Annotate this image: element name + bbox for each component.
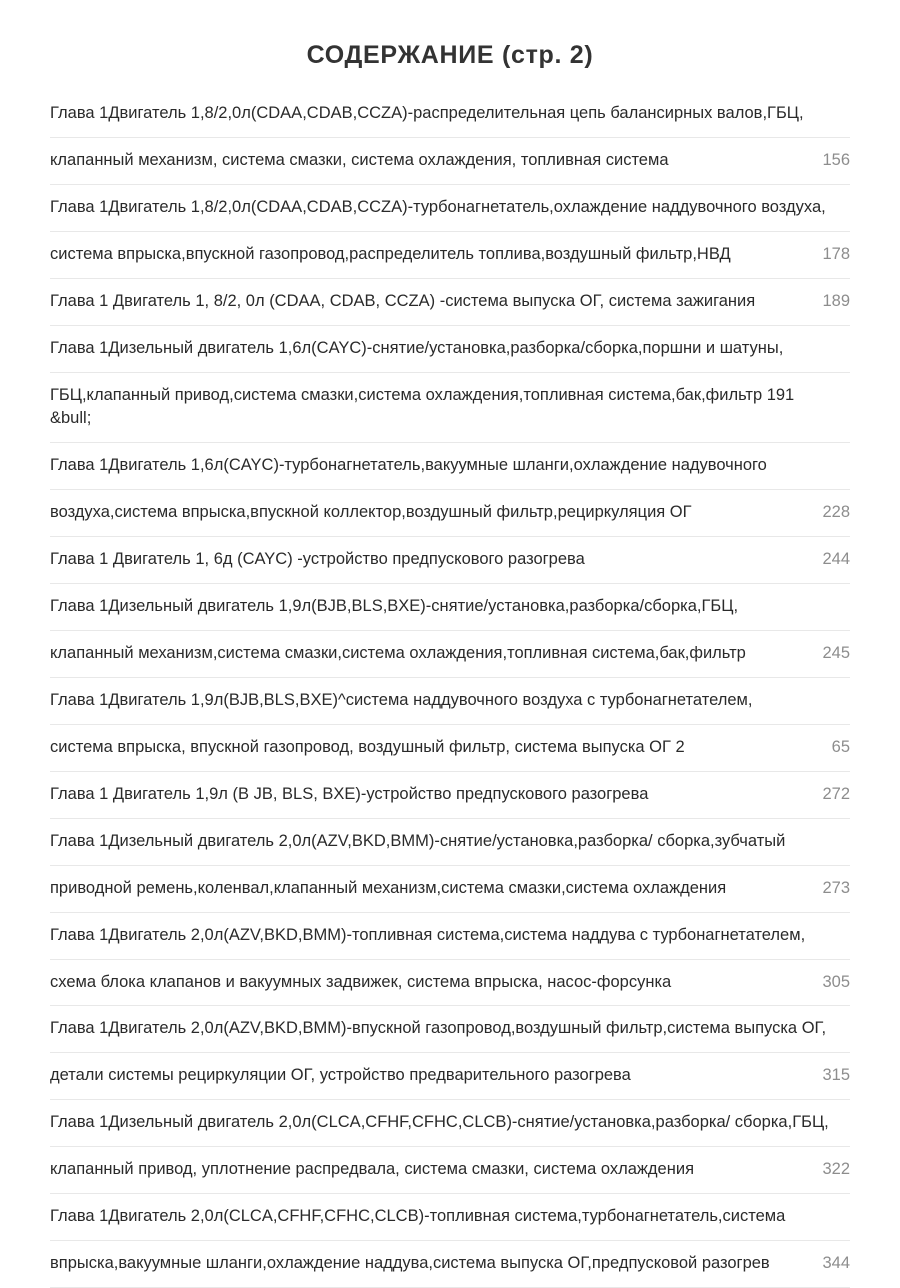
toc-entry-text: ГБЦ,клапанный привод,система смазки,система охлаждения,топливная система,бак,фильтр 191 &bull; [50, 385, 795, 428]
toc-entry-text: впрыска,вакуумные шланги,охлаждение наддува,система выпуска ОГ,предпусковой разогрев [50, 1254, 770, 1273]
toc-entry[interactable] [50, 326, 850, 373]
toc-entry-text: Глава 1Двигатель 1,8/2,0л(CDAA,CDAB,CCZA)-распределительная цепь балансирных валов,ГБЦ, [50, 104, 804, 122]
toc-entry[interactable] [50, 138, 850, 185]
toc-entry[interactable] [50, 913, 850, 960]
toc-entry-page-number: 245 [822, 644, 850, 663]
toc-entry-text: схема блока клапанов и вакуумных задвижек, система впрыска, насос-форсунка [50, 972, 672, 991]
toc-entry[interactable] [50, 678, 850, 725]
toc-entry[interactable] [50, 279, 850, 326]
toc-entry-text: Глава 1Двигатель 1,8/2,0л(CDAA,CDAB,CCZA)-турбонагнетатель,охлаждение наддувочного воздуха, [50, 197, 826, 216]
toc-entry-text: Глава 1Двигатель 1,6л(CAYC)-турбонагнетатель,вакуумные шланги,охлаждение надувочного [50, 456, 767, 475]
toc-entry[interactable] [50, 185, 850, 232]
toc-entry-text: система впрыска,впускной газопровод,распределитель топлива,воздушный фильтр,НВД [50, 244, 731, 263]
toc-entry-page-number: 272 [822, 784, 850, 803]
toc-entry[interactable] [50, 819, 850, 866]
toc-entry-page-number: 189 [822, 291, 850, 310]
toc-entry-text: Глава 1Дизельный двигатель 1,9л(BJB,BLS,BXE)-снятие/установка,разборка/сборка,ГБЦ, [50, 597, 739, 616]
toc-entry-page-number: 178 [822, 244, 850, 263]
toc-entry-text: Глава 1 Двигатель 1, 8/2, 0л (CDAA, CDAB, CCZA) -система выпуска ОГ, система зажигания [50, 291, 756, 310]
toc-entry[interactable] [50, 1006, 850, 1053]
toc-entry-page-number: 228 [822, 503, 850, 522]
toc-entry[interactable] [50, 1241, 850, 1288]
toc-entry[interactable] [50, 537, 850, 584]
toc-entry-page-number: 315 [822, 1066, 850, 1085]
toc-entry-text: воздуха,система впрыска,впускной коллектор,воздушный фильтр,рециркуляция ОГ [50, 503, 692, 522]
toc-entry-text: Глава 1Дизельный двигатель 1,6л(CAYC)-снятие/установка,разборка/сборка,поршни и шатуны, [50, 338, 784, 357]
toc-entry-page-number: 244 [822, 550, 850, 569]
toc-entry[interactable] [50, 100, 850, 138]
toc-entry-text: Глава 1Двигатель 2,0л(AZV,BKD,BMM)-впускной газопровод,воздушный фильтр,система выпуска ОГ, [50, 1019, 827, 1038]
toc-entry[interactable] [50, 584, 850, 631]
toc-entry[interactable] [50, 1053, 850, 1100]
toc-entry[interactable] [50, 631, 850, 678]
page-title: СОДЕРЖАНИЕ (стр. 2) [306, 41, 594, 69]
toc-entry-text: приводной ремень,коленвал,клапанный механизм,система смазки,система охлаждения [50, 878, 727, 897]
toc-entry-page-number: 322 [822, 1160, 850, 1179]
toc-entry[interactable] [50, 232, 850, 279]
toc-entry-text: Глава 1Двигатель 1,9л(BJB,BLS,BXE)^система наддувочного воздуха с турбонагнетателем, [50, 690, 753, 709]
toc-entry[interactable] [50, 490, 850, 537]
toc-entry[interactable] [50, 1100, 850, 1147]
toc-entry[interactable] [50, 772, 850, 819]
toc-entry-text: детали системы рециркуляции ОГ, устройство предварительного разогрева [50, 1066, 631, 1085]
toc-entry[interactable] [50, 1147, 850, 1194]
toc-entry-text: клапанный механизм,система смазки,система охлаждения,топливная система,бак,фильтр [50, 644, 746, 663]
table-of-contents [50, 100, 850, 1288]
toc-entry-text: Глава 1 Двигатель 1, 6д (CAYC) -устройство предпускового разогрева [50, 550, 585, 569]
toc-entry-page-number: 273 [822, 878, 850, 897]
toc-entry-text: Глава 1Двигатель 2,0л(AZV,BKD,BMM)-топливная система,система наддува с турбонагнетателем, [50, 925, 806, 944]
toc-entry-page-number: 344 [822, 1254, 850, 1273]
toc-entry-page-number: 305 [822, 972, 850, 991]
toc-entry[interactable] [50, 866, 850, 913]
toc-entry-text: Глава 1Дизельный двигатель 2,0л(CLCA,CFHF,CFHC,CLCB)-снятие/установка,разборка/ сборка,ГБЦ, [50, 1113, 829, 1132]
toc-entry-text: Глава 1Дизельный двигатель 2,0л(AZV,BKD,BMM)-снятие/установка,разборка/ сборка,зубчатый [50, 831, 786, 850]
toc-entry-page-number: 65 [831, 737, 850, 756]
toc-entry[interactable] [50, 373, 850, 444]
toc-entry-page-number: 156 [822, 150, 850, 169]
toc-entry-text: система впрыска, впускной газопровод, воздушный фильтр, система выпуска ОГ 2 [50, 737, 685, 756]
toc-entry[interactable] [50, 443, 850, 490]
toc-entry-text: клапанный привод, уплотнение распредвала, система смазки, система охлаждения [50, 1160, 694, 1179]
toc-entry-text: клапанный механизм, система смазки, система охлаждения, топливная система [50, 150, 669, 169]
toc-entry-text: Глава 1 Двигатель 1,9л (B JB, BLS, BXE)-устройство предпускового разогрева [50, 784, 649, 803]
toc-entry[interactable] [50, 1194, 850, 1241]
toc-entry[interactable] [50, 960, 850, 1007]
toc-entry-text: Глава 1Двигатель 2,0л(CLCA,CFHF,CFHC,CLCB)-топливная система,турбонагнетатель,система [50, 1207, 786, 1226]
toc-entry[interactable] [50, 725, 850, 772]
